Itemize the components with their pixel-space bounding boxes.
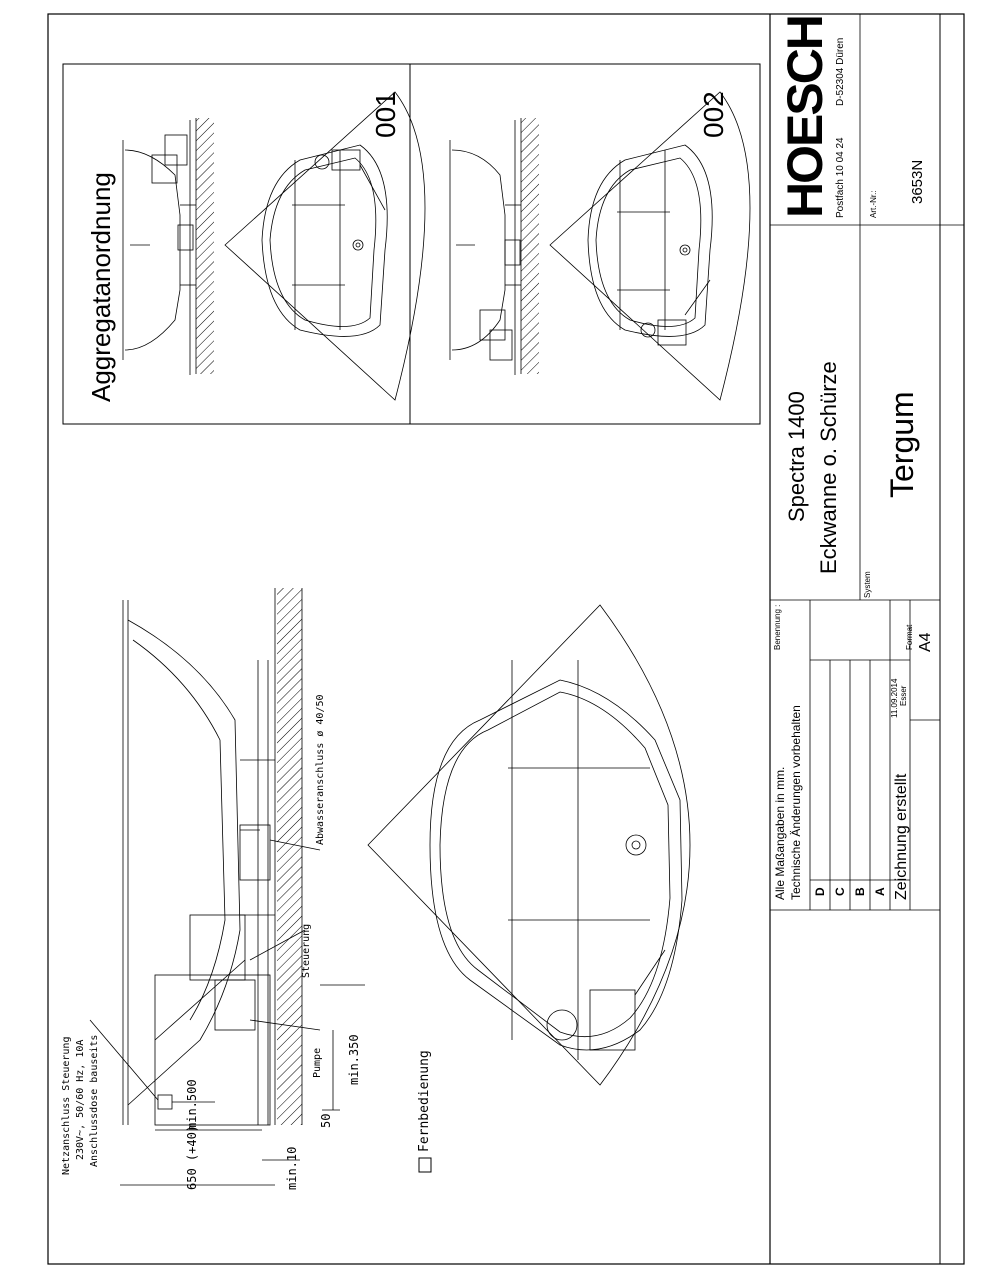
drain-label: Abwasseranschluss ø 40/50 (315, 694, 326, 845)
drawn-date: 11.09.2014 (890, 678, 899, 718)
format-label: Format (905, 624, 914, 650)
main-top-view (368, 605, 690, 1085)
revision-b: B (853, 887, 867, 896)
brand-logo: HOESCH (777, 16, 833, 218)
notes-line-1: Alle Maßangaben in mm. (773, 766, 787, 900)
city-text: D-52304 Düren (835, 37, 846, 106)
dim-min350: min.350 (347, 1034, 361, 1085)
product-type: Eckwanne o. Schürze (816, 361, 841, 574)
variant-001-label: 001 (370, 91, 401, 138)
control-label: Steuerung (301, 923, 312, 978)
mains-label-1: Netzanschluss Steuerung (61, 1036, 72, 1175)
variant-001-side-view (123, 118, 214, 375)
aggregate-box (63, 64, 760, 424)
revision-d: D (813, 887, 827, 896)
dim-min10: min.10 (285, 1146, 299, 1190)
art-number: 3653N (909, 159, 926, 204)
mains-label-2: 230V~, 50/60 Hz, 10A (75, 1039, 86, 1160)
notes-line-2: Technische Änderungen vorbehalten (789, 705, 803, 900)
remote-symbol (419, 1158, 431, 1172)
drawn-label: Zeichnung erstellt (893, 773, 910, 900)
revision-c: C (833, 887, 847, 896)
main-side-view (90, 588, 365, 1185)
product-name: Spectra 1400 (784, 391, 809, 522)
benennung-label: Benennung : (773, 604, 782, 650)
variant-002-top-view (550, 92, 750, 400)
dim-50: 50 (319, 1113, 333, 1128)
dim-650: 650 (+40) (185, 1124, 199, 1190)
variant-001-top-view (225, 92, 425, 400)
system-value: Tergum (884, 391, 920, 498)
mains-label-3: Anschlussdose bauseits (89, 1034, 100, 1167)
remote-label: Fernbedienung (417, 1050, 432, 1152)
variant-002-label: 002 (698, 91, 729, 138)
dim-min500: min.500 (185, 1079, 199, 1130)
postfach-text: Postfach 10 04 24 (835, 137, 846, 218)
format-value: A4 (917, 632, 934, 652)
system-label: System (863, 571, 872, 598)
drawn-by: Esser (899, 685, 908, 706)
art-label: Art.-Nr.: (869, 190, 878, 218)
variant-002-side-view (450, 118, 539, 375)
revision-a: A (873, 887, 887, 896)
aggregate-title: Aggregatanordnung (86, 172, 116, 402)
pump-label: Pumpe (312, 1047, 323, 1078)
